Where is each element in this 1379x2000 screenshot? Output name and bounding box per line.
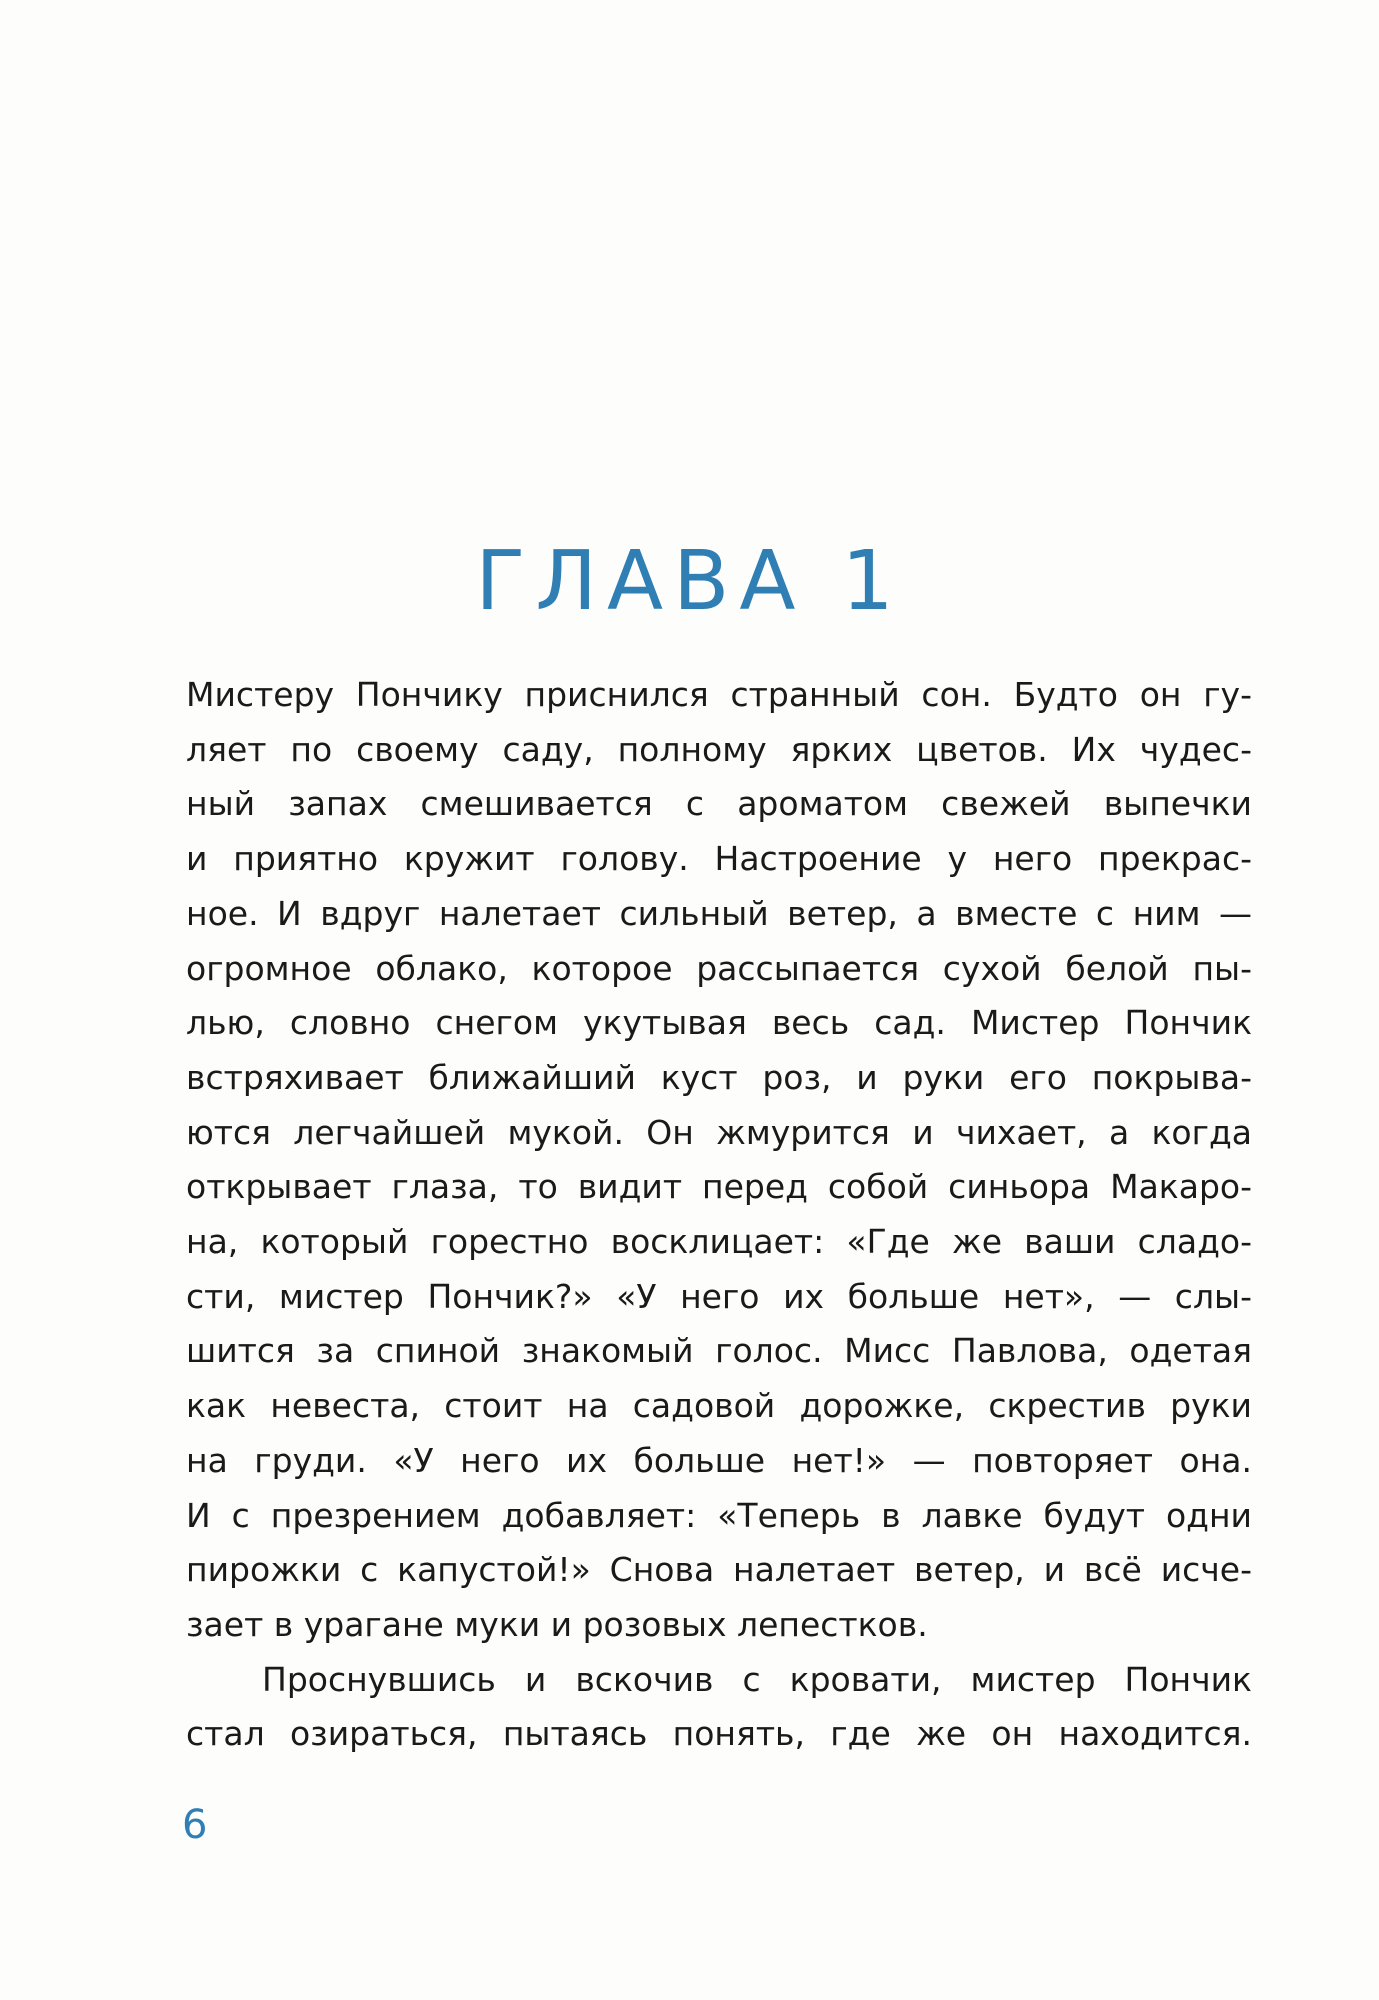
text-line: стал озираться, пытаясь понять, где же он находится. xyxy=(186,1714,1252,1754)
text-line: встряхивает ближайший куст роз, и руки его покрыва- xyxy=(186,1057,1252,1097)
text-line: на груди. «У него их больше нет!» — повторяет она. xyxy=(186,1440,1252,1480)
text-line: И с презрением добавляет: «Теперь в лавке будут одни xyxy=(186,1495,1252,1535)
chapter-title: ГЛАВА 1 xyxy=(475,534,904,629)
body-text xyxy=(186,668,1252,1762)
text-line: зает в урагане муки и розовых лепестков. xyxy=(186,1604,928,1644)
text-line: сти, мистер Пончик?» «У него их больше нет», — слы- xyxy=(186,1276,1252,1316)
text-line: ются легчайшей мукой. Он жмурится и чихает, а когда xyxy=(186,1112,1252,1152)
text-line: как невеста, стоит на садовой дорожке, скрестив руки xyxy=(186,1386,1252,1426)
page-number: 6 xyxy=(182,1802,208,1848)
text-line: Проснувшись и вскочив с кровати, мистер Пончик xyxy=(262,1659,1252,1699)
text-line: и приятно кружит голову. Настроение у него прекрас- xyxy=(186,839,1252,879)
text-line: ляет по своему саду, полному ярких цветов. Их чудес- xyxy=(186,729,1252,769)
text-line: на, который горестно восклицает: «Где же ваши сладо- xyxy=(186,1222,1252,1262)
text-line: лью, словно снегом укутывая весь сад. Мистер Пончик xyxy=(186,1003,1252,1043)
text-line: ное. И вдруг налетает сильный ветер, а вместе с ним — xyxy=(186,893,1252,933)
text-line: открывает глаза, то видит перед собой синьора Макаро- xyxy=(186,1167,1252,1207)
text-line: шится за спиной знакомый голос. Мисс Павлова, одетая xyxy=(186,1331,1252,1371)
text-line: огромное облако, которое рассыпается сухой белой пы- xyxy=(186,948,1252,988)
text-line: ный запах смешивается с ароматом свежей выпечки xyxy=(186,784,1252,824)
text-line: пирожки с капустой!» Снова налетает ветер, и всё исче- xyxy=(186,1550,1252,1590)
text-line: Мистеру Пончику приснился странный сон. Будто он гу- xyxy=(186,675,1252,714)
